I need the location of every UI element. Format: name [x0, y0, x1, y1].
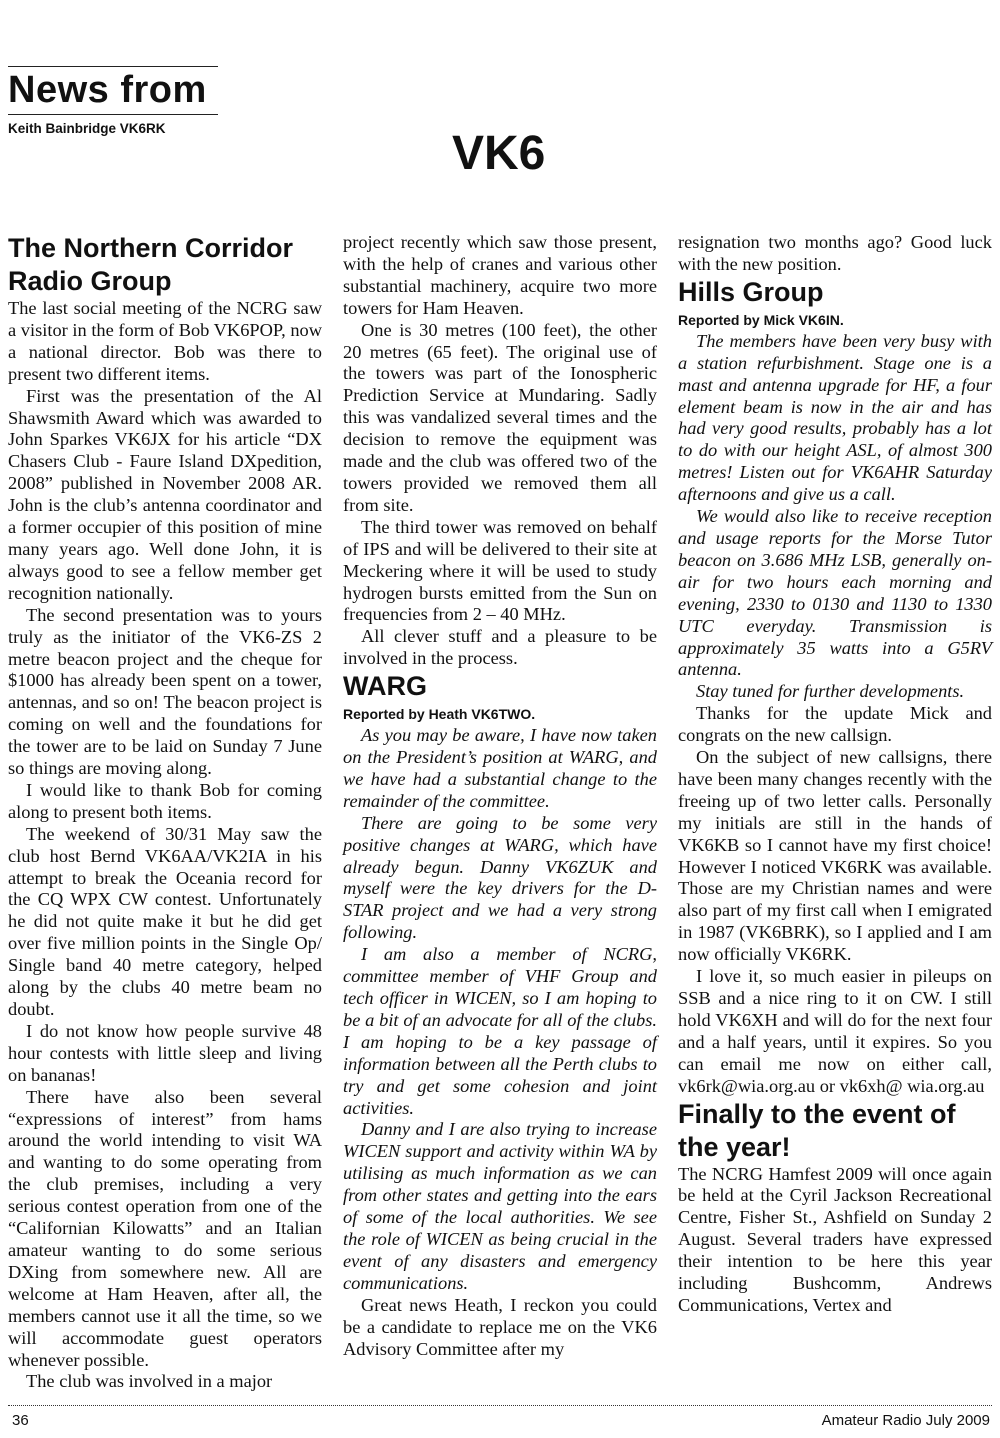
paragraph-quote: We would also like to receive reception and usage reports for the Morse Tutor beacon on 3.686 MHz LSB, generally on-air for two hours each morning and evening, 2330 to 0130 and 1130 to 1330 UTC everyday. Transmission is approximately 35 watts into a G5RV antenna. [678, 506, 992, 680]
paragraph: I would like to thank Bob for coming along to present both items. [8, 779, 322, 822]
paragraph-quote: Stay tuned for further developments. [696, 681, 965, 702]
heading-final: Finally to the event of the year! [678, 1098, 956, 1162]
paragraph: project recently which saw those present, with the help of cranes and various other substantial machinery, acquire two more towers for Ham Heaven. [343, 232, 657, 318]
paragraph-quote: There are going to be some very positive changes at WARG, which have already begun. Danny VK6ZUK and myself were the key drivers for the D-STAR project and we had a very strong following. [343, 812, 657, 943]
paragraph: I love it, so much easier in pileups on SSB and a nice ring to it on CW. I still hold VK6XH and will do for the next four and a half years, until it expires. So you can email me now on either call, vk6rk@wia.org.au or vk6xh@ wia.org.au [678, 966, 992, 1096]
paragraph: The second presentation was to yours truly as the initiator of the VK6-ZS 2 metre beacon project and the cheque for $1000 has already been spent on a tower, antennas, and so on! The beacon project is coming on well and the foundations for the tower are to be laid on Sunday 7 June so things are moving along. [8, 604, 322, 779]
paragraph: There have also been several “expressions of interest” from hams around the world intending to visit WA and wanting to do some operating from the club premises, including a very serious contest operation from one of the “Californian Kilowatts” and an Italian amateur wanting to do some serious DXing from somewhere new. All are welcome at Ham Heaven, after all, the members cannot use it all the time, so we will accommodate guest operators whenever possible. [8, 1086, 322, 1370]
heading-ncrg: The Northern Corridor Radio Group [8, 233, 294, 296]
author-line: Keith Bainbridge VK6RK [8, 121, 166, 136]
paragraph: I do not know how people survive 48 hour contests with little sleep and living on bananas! [8, 1020, 322, 1085]
footer-rule [8, 1405, 992, 1406]
paragraph: Thanks for the update Mick and congrats on the new callsign. [678, 703, 992, 746]
paragraph: The last social meeting of the NCRG saw a visitor in the form of Bob VK6POP, now a national director. Bob was there to present two different items. [8, 298, 322, 384]
column-2 [343, 232, 657, 1360]
column-1 [8, 232, 322, 1393]
paragraph-quote: As you may be aware, I have now taken on the President’s position at WARG, and we have had a substantial change to the remainder of the committee. [343, 725, 657, 811]
magazine-name: Amateur Radio July 2009 [821, 1412, 990, 1429]
heading-hills: Hills Group [678, 276, 824, 307]
section-title: News from [8, 69, 207, 111]
header-rule-top [8, 66, 218, 67]
byline-warg: Reported by Heath VK6TWO. [343, 706, 536, 723]
region-title: VK6 [452, 127, 546, 180]
paragraph: Great news Heath, I reckon you could be a candidate to replace me on the VK6 Advisory Committee after my [343, 1294, 657, 1359]
page-number: 36 [12, 1412, 29, 1429]
paragraph: The club was involved in a major [26, 1371, 273, 1392]
paragraph: The weekend of 30/31 May saw the club host Bernd VK6AA/VK2IA in his attempt to break the Oceania record for the CQ WPX CW contest. Unfortunately he did not quite make it but he did get over five million points in the Single Op/ Single band 40 metre category, helped along by the clubs 40 metre beam no doubt. [8, 823, 322, 1019]
paragraph-quote: Danny and I are also trying to increase WICEN support and activity within WA by utilising as much information as we can from other states and getting into the ears of some of the local authorities. We see the role of WICEN as being crucial in the event of any disasters and emergency communications. [343, 1119, 657, 1293]
paragraph-quote: I am also a member of NCRG, committee member of VHF Group and tech officer in WICEN, so I am hoping to be a bit of an advocate for all of the clubs. I am hoping to be a key passage of information between all the Perth clubs to try and get some cohesion and joint activities. [343, 944, 657, 1118]
paragraph: One is 30 metres (100 feet), the other 20 metres (65 feet). The original use of the towers was part of the Ionospheric Prediction Service at Mundaring. Sadly this was vandalized several times and the decision to remove the equipment was made and the club was offered two of the towers provided we removed them all from site. [343, 319, 657, 515]
header-rule-bottom [8, 114, 218, 115]
paragraph: On the subject of new callsigns, there have been many changes recently with the freeing up of two letter calls. Personally my initials are still in the hands of VK6KB so I cannot have my first choice! However I noticed VK6RK was available. Those are my Christian names and were also part of my first call when I emigrated in 1987 (VK6BRK), so I applied and I am now officially VK6RK. [678, 747, 992, 965]
paragraph: All clever stuff and a pleasure to be involved in the process. [343, 626, 657, 669]
paragraph: First was the presentation of the Al Shawsmith Award which was awarded to John Sparkes VK6JX for his article “DX Chasers Club - Faure Island DXpedition, 2008” published in November 2008 AR. John is the club’s antenna coordinator and a former occupier of this position of mine many years ago. Well done John, it is always good to see a fellow member get recognition nationally. [8, 385, 322, 603]
paragraph: resignation two months ago? Good luck with the new position. [678, 232, 992, 274]
paragraph-quote: The members have been very busy with a station refurbishment. Stage one is a mast and antenna upgrade for HF, a four element beam is now in the air and has had very good results, probably has a lot to do with our height ASL, of almost 300 metres! Listen out for VK6AHR Saturday afternoons and give us a call. [678, 330, 992, 505]
paragraph: The third tower was removed on behalf of IPS and will be delivered to their site at Meckering where it will be used to study hydrogen bursts emitted from the Sun on frequencies from 2 – 40 MHz. [343, 516, 657, 625]
column-3 [678, 232, 992, 1317]
byline-hills: Reported by Mick VK6IN. [678, 311, 844, 328]
paragraph: The NCRG Hamfest 2009 will once again be held at the Cyril Jackson Recreational Centre, Fisher St., Ashfield on Sunday 2 August. Several traders have expressed their intention to be here this year including Bushcomm, Andrews Communications, Vertex and [678, 1163, 992, 1315]
heading-warg: WARG [343, 671, 427, 702]
